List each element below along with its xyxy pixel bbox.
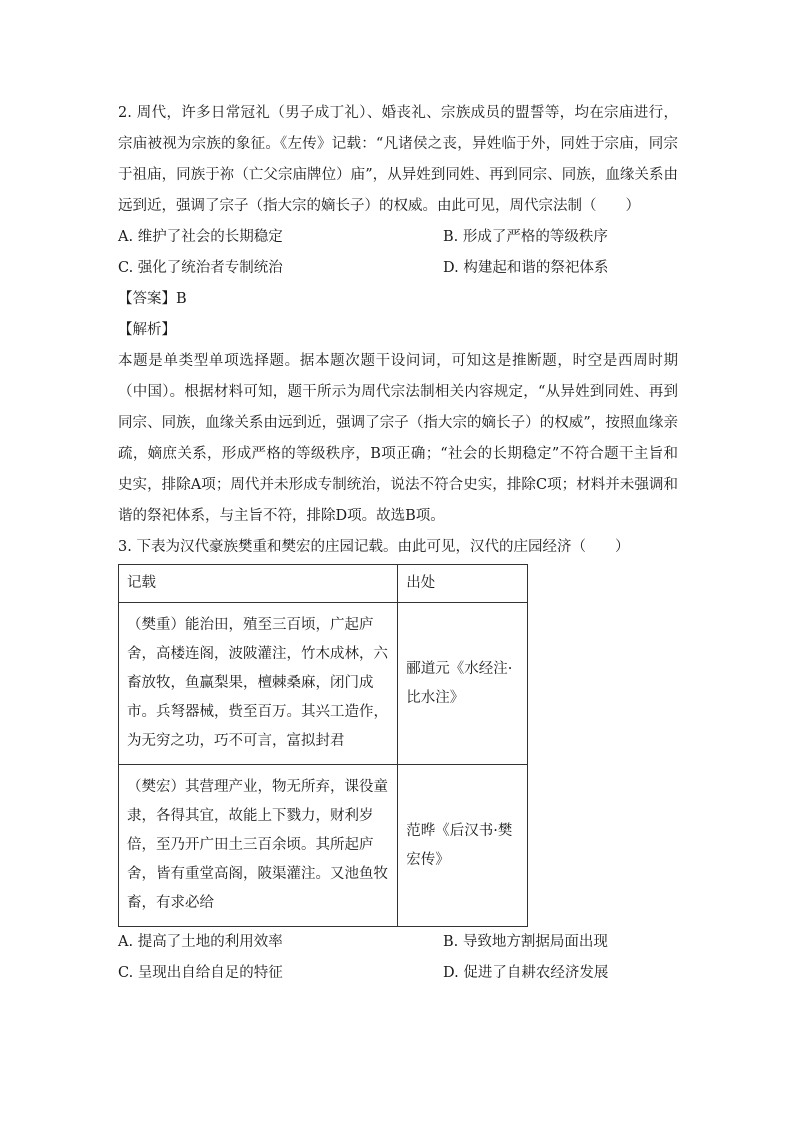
question-2-options	[118, 222, 678, 284]
question-3-options	[118, 927, 678, 989]
document-page	[118, 98, 678, 989]
question-2-option-a: A. 维护了社会的长期稳定	[118, 229, 283, 245]
question-2-option-b: B. 形成了严格的等级秩序	[443, 229, 608, 245]
record-cell: （樊重）能治田，殖至三百顷，广起庐舍，高楼连阁，波陂灌注，竹木成林，六畜放牧，鱼赢梨果，檀棘桑麻，闭门成市。兵弩器械，赀至百万。其兴工造作，为无穷之功，巧不可言，富拟封君	[119, 603, 398, 765]
question-3-option-a: A. 提高了土地的利用效率	[118, 934, 283, 950]
source-cell: 郦道元《水经注·比水注》	[398, 603, 528, 765]
table-row	[119, 765, 528, 927]
analysis-label: 【解析】	[118, 322, 176, 338]
column-header-source: 出处	[398, 565, 528, 603]
question-2-option-c: C. 强化了统治者专制统治	[118, 260, 283, 276]
question-3-option-c: C. 呈现出自给自足的特征	[118, 965, 283, 981]
question-2-stem: 2. 周代，许多日常冠礼（男子成丁礼）、婚丧礼、宗族成员的盟誓等，均在宗庙进行，宗庙被视为宗族的象征。《左传》记载：“凡诸侯之丧，异姓临于外，同姓于宗庙，同宗于祖庙，同族于祢（亡父宗庙牌位）庙”，从异姓到同姓、再到同宗、同族，血缘关系由远到近，强调了宗子（指大宗的嫡长子）的权威。由此可见，周代宗法制（ ）	[118, 105, 678, 214]
table-row	[119, 603, 528, 765]
column-header-records: 记载	[119, 565, 398, 603]
source-cell: 范晔《后汉书·樊宏传》	[398, 765, 528, 927]
question-3-stem: 3. 下表为汉代豪族樊重和樊宏的庄园记载。由此可见，汉代的庄园经济（ ）	[118, 539, 630, 555]
question-2	[118, 98, 678, 532]
table-header-row	[119, 565, 528, 603]
question-3-option-d: D. 促进了自耕农经济发展	[443, 965, 609, 981]
question-3-option-b: B. 导致地方割据局面出现	[443, 934, 608, 950]
records-table	[118, 564, 528, 927]
answer-line: 【答案】B	[118, 291, 187, 307]
question-3	[118, 532, 678, 989]
record-cell: （樊宏）其营理产业，物无所弃，课役童隶，各得其宜，故能上下戮力，财利岁倍，至乃开广田土三百余顷。其所起庐舍，皆有重堂高阁，陂渠灌注。又池鱼牧畜，有求必给	[119, 765, 398, 927]
analysis-text: 本题是单类型单项选择题。据本题次题干设问词，可知这是推断题，时空是西周时期（中国）。根据材料可知，题干所示为周代宗法制相关内容规定，“从异姓到同姓、再到同宗、同族，血缘关系由远到近，强调了宗子（指大宗的嫡长子）的权威”，按照血缘亲疏，嫡庶关系，形成严格的等级秩序，B项正确；“社会的长期稳定”不符合题干主旨和史实，排除A项；周代并未形成专制统治，说法不符合史实，排除C项；材料并未强调和谐的祭祀体系，与主旨不符，排除D项。故选B项。	[118, 353, 678, 524]
question-2-option-d: D. 构建起和谐的祭祀体系	[443, 260, 609, 276]
